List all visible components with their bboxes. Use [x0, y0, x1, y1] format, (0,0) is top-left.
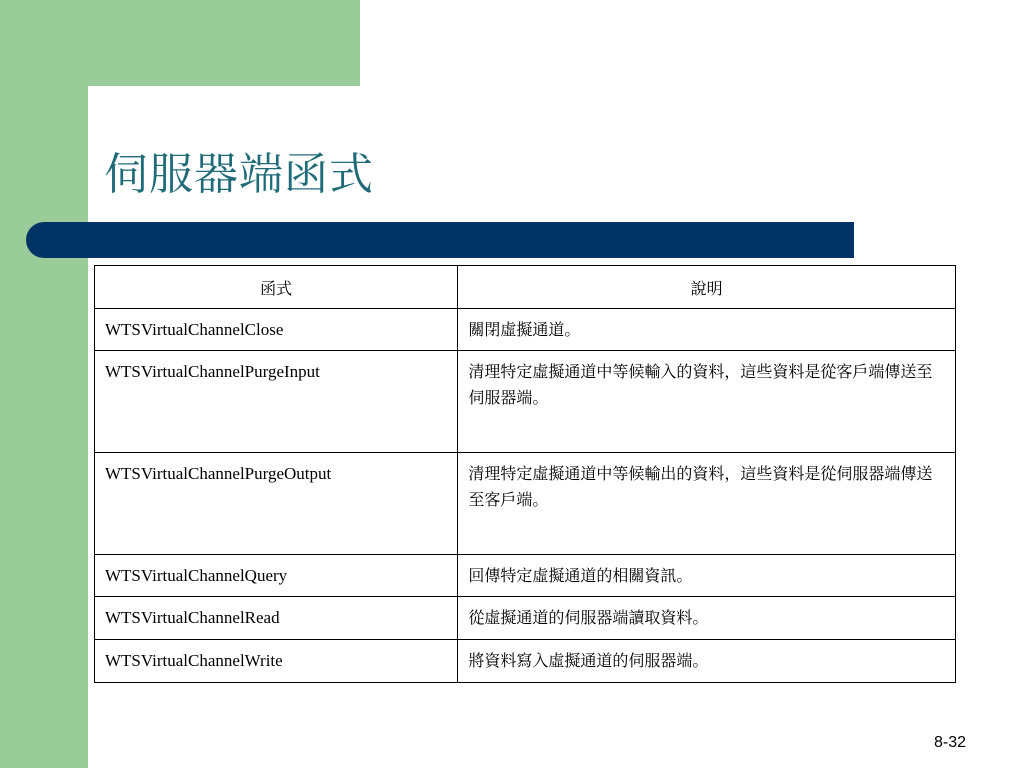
- left-green-band: [0, 0, 88, 768]
- function-name-cell: WTSVirtualChannelPurgeInput: [95, 351, 458, 453]
- top-green-band: [88, 0, 360, 86]
- function-name-cell: WTSVirtualChannelQuery: [95, 555, 458, 597]
- function-table: [94, 265, 956, 683]
- table-row: [95, 309, 956, 351]
- function-name-cell: WTSVirtualChannelPurgeOutput: [95, 453, 458, 555]
- table-row: [95, 640, 956, 683]
- table-row: [95, 597, 956, 640]
- page-number: 8-32: [933, 734, 966, 751]
- function-name-cell: WTSVirtualChannelClose: [95, 309, 458, 351]
- header-function: 函式: [95, 266, 458, 309]
- description-cell: 清理特定虛擬通道中等候輸出的資料，這些資料是從伺服器端傳送至客戶端。: [458, 453, 956, 555]
- table-row: [95, 555, 956, 597]
- description-cell: 回傳特定虛擬通道的相關資訊。: [458, 555, 956, 597]
- description-cell: 將資料寫入虛擬通道的伺服器端。: [458, 640, 956, 683]
- header-description: 說明: [458, 266, 956, 309]
- table-row: [95, 453, 956, 555]
- description-cell: 關閉虛擬通道。: [458, 309, 956, 351]
- table-row: [95, 351, 956, 453]
- function-name-cell: WTSVirtualChannelWrite: [95, 640, 458, 683]
- description-cell: 清理特定虛擬通道中等候輸入的資料，這些資料是從客戶端傳送至伺服器端。: [458, 351, 956, 453]
- content-corner: [88, 86, 148, 146]
- slide-title: 伺服器端函式: [104, 149, 374, 200]
- title-underline-bar: [26, 222, 854, 258]
- table-header-row: [95, 266, 956, 309]
- function-name-cell: WTSVirtualChannelRead: [95, 597, 458, 640]
- description-cell: 從虛擬通道的伺服器端讀取資料。: [458, 597, 956, 640]
